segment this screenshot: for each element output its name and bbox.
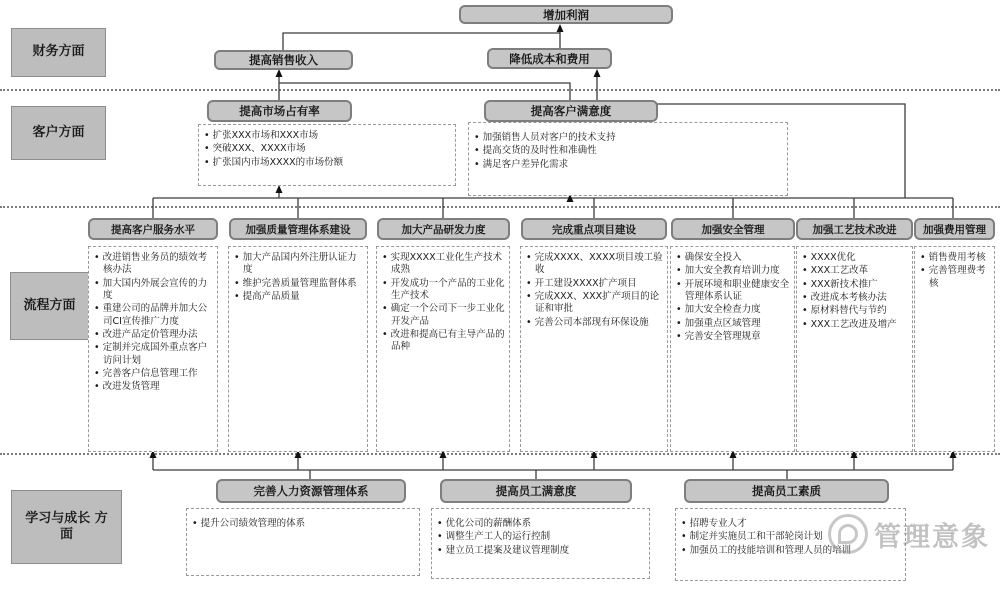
list-item: • 满足客户差异化需求 bbox=[474, 159, 783, 171]
node-hr-system: 完善人力资源管理体系 bbox=[216, 479, 406, 503]
node-reduce-cost: 降低成本和费用 bbox=[487, 48, 612, 69]
node-quality-system: 加强质量管理体系建设 bbox=[229, 218, 367, 240]
node-expense-mgmt: 加强费用管理 bbox=[914, 218, 995, 240]
list-item: • 改进成本考核办法 bbox=[802, 292, 908, 304]
node-tech-improvement: 加强工艺技术改进 bbox=[796, 218, 913, 240]
list-item: • 加大产品国内外注册认证力度 bbox=[234, 252, 363, 277]
list-item: • 确保安全投入 bbox=[676, 252, 790, 264]
list-item: • 制定并实施员工和干部轮岗计划 bbox=[681, 531, 901, 543]
detail-market-share bbox=[198, 124, 456, 186]
list-item: • 完善公司本部现有环保设施 bbox=[526, 317, 663, 329]
list-item: • 提高产品质量 bbox=[234, 291, 363, 303]
list-item: • 改进发货管理 bbox=[94, 381, 213, 393]
list-item: • 完善管理费考核 bbox=[920, 265, 990, 290]
node-key-projects: 完成重点项目建设 bbox=[521, 218, 667, 240]
list-item: • 原材料替代与节约 bbox=[802, 305, 908, 317]
list-item: • 改进产品定价管理办法 bbox=[94, 329, 213, 341]
list-item: • 调整生产工人的运行控制 bbox=[437, 531, 645, 543]
node-increase-profit: 增加利润 bbox=[459, 5, 673, 24]
node-market-share: 提高市场占有率 bbox=[207, 100, 352, 122]
node-increase-sales: 提高销售收入 bbox=[214, 50, 353, 70]
perspective-label-process: 流程方面 bbox=[10, 272, 89, 340]
list-item: • 实现XXXX工业化生产技术成熟 bbox=[382, 252, 505, 277]
detail-expense-mgmt bbox=[914, 246, 995, 452]
list-item: • 重建公司的品牌并加大公司CI宣传推广力度 bbox=[94, 303, 213, 328]
list-item: • 优化公司的薪酬体系 bbox=[437, 518, 645, 530]
list-item: • 加大安全检查力度 bbox=[676, 304, 790, 316]
detail-customer-satisfaction bbox=[468, 122, 788, 196]
list-item: • 建立员工提案及建议管理制度 bbox=[437, 545, 645, 557]
node-safety-mgmt: 加强安全管理 bbox=[671, 218, 795, 240]
watermark bbox=[828, 514, 990, 554]
list-item: • 招聘专业人才 bbox=[681, 518, 901, 530]
node-customer-satisfaction: 提高客户满意度 bbox=[484, 100, 658, 122]
detail-key-projects bbox=[520, 246, 668, 452]
node-employee-quality: 提高员工素质 bbox=[684, 479, 889, 503]
perspective-label-learning: 学习与成长 方面 bbox=[11, 490, 122, 564]
list-item: • 改进和提高已有主导产品的品种 bbox=[382, 329, 505, 354]
node-product-rd: 加大产品研发力度 bbox=[377, 218, 510, 240]
list-item: • 加强销售人员对客户的技术支持 bbox=[474, 132, 783, 144]
list-item: • 完成XXX、XXX扩产项目的论证和审批 bbox=[526, 291, 663, 316]
detail-employee-satisfaction bbox=[431, 508, 650, 579]
list-item: • 提高交货的及时性和准确性 bbox=[474, 145, 783, 157]
list-item: • XXXX优化 bbox=[802, 252, 908, 264]
list-item: • 确定一个公司下一步工业化开发产品 bbox=[382, 303, 505, 328]
list-item: • 加强重点区域管理 bbox=[676, 318, 790, 330]
list-item: • 提升公司绩效管理的体系 bbox=[192, 518, 415, 530]
detail-product-rd bbox=[376, 246, 510, 452]
list-item: • 加强员工的技能培训和管理人员的培训 bbox=[681, 545, 901, 557]
list-item: • 改进销售业务员的绩效考核办法 bbox=[94, 252, 213, 277]
list-item: • 完善安全管理规章 bbox=[676, 331, 790, 343]
node-employee-satisfaction: 提高员工满意度 bbox=[440, 479, 632, 503]
watermark-logo-icon bbox=[828, 514, 868, 554]
list-item: • 扩张XXX市场和XXX市场 bbox=[204, 130, 451, 142]
list-item: • 开展环境和职业健康安全管理体系认证 bbox=[676, 279, 790, 304]
list-item: • 扩张国内市场XXXX的市场份额 bbox=[204, 157, 451, 169]
watermark-text: 管理意象 bbox=[874, 521, 990, 553]
list-item: • 开发成功一个产品的工业化生产技术 bbox=[382, 278, 505, 303]
detail-quality-system bbox=[228, 246, 368, 452]
list-item: • XXX新技术推广 bbox=[802, 279, 908, 291]
detail-customer-service bbox=[88, 246, 218, 452]
detail-safety-mgmt bbox=[670, 246, 795, 452]
node-customer-service: 提高客户服务水平 bbox=[88, 218, 218, 240]
list-item: • XXX工艺改进及增产 bbox=[802, 319, 908, 331]
list-item: • 完善客户信息管理工作 bbox=[94, 368, 213, 380]
list-item: • 加大安全教育培训力度 bbox=[676, 265, 790, 277]
list-item: • 突破XXX、XXXX市场 bbox=[204, 143, 451, 155]
list-item: • 加大国内外展会宣传的力度 bbox=[94, 278, 213, 303]
list-item: • 定制并完成国外重点客户访问计划 bbox=[94, 342, 213, 367]
perspective-label-customer: 客户方面 bbox=[11, 106, 106, 160]
detail-hr-system bbox=[186, 508, 420, 576]
list-item: • 销售费用考核 bbox=[920, 252, 990, 264]
list-item: • XXX工艺改革 bbox=[802, 265, 908, 277]
list-item: • 完成XXXX、XXXX项目竣工验收 bbox=[526, 252, 663, 277]
perspective-label-financial: 财务方面 bbox=[11, 28, 106, 77]
list-item: • 开工建设XXXX扩产项目 bbox=[526, 278, 663, 290]
list-item: • 维护完善质量管理监督体系 bbox=[234, 278, 363, 290]
detail-tech-improvement bbox=[796, 246, 913, 452]
